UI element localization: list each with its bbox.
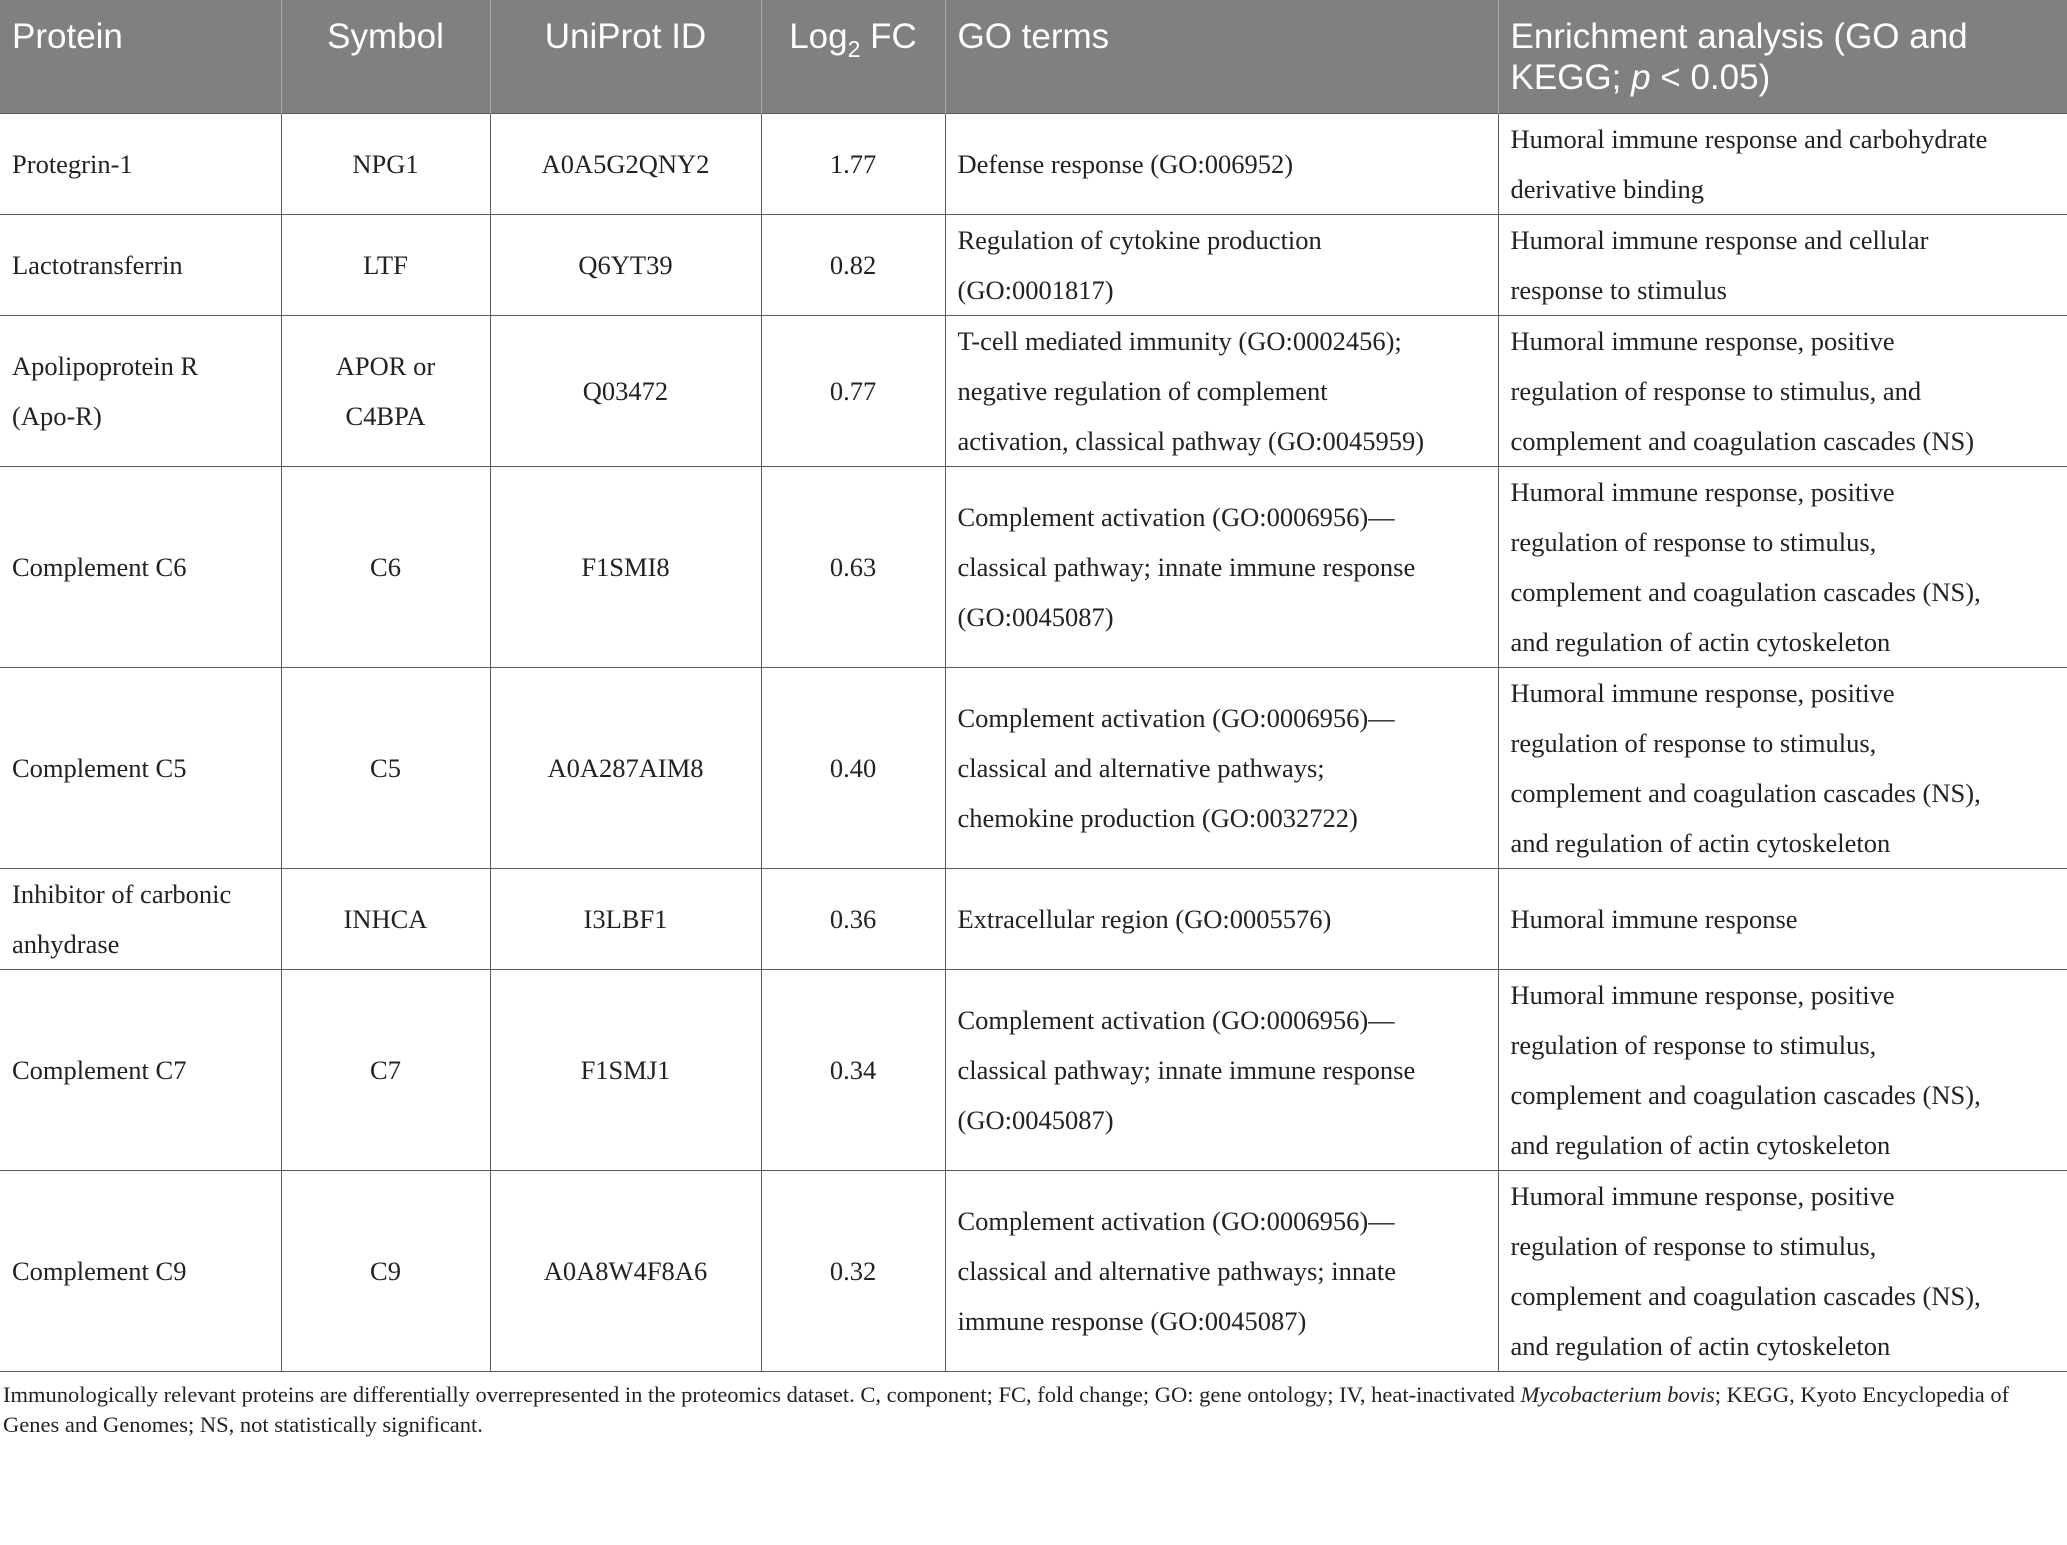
cell-log2-fc: 0.36: [761, 868, 945, 969]
footnote-text-start: Immunologically relevant proteins are differentially overrepresented in the proteomics dataset. C, component; FC, fold change; GO: gene ontology; IV, heat-inactivated: [3, 1381, 1521, 1407]
cell-enrichment: Humoral immune response, positive regulation of response to stimulus, complement and coagulation cascades (NS), and regulation of actin cytoskeleton: [1498, 466, 2067, 667]
header-go-terms: GO terms: [945, 0, 1498, 113]
footnote-text-end: ; KEGG, Kyoto Encyclopedia of Genes and Genomes; NS, not statistically significant.: [3, 1381, 2010, 1437]
table-row: [0, 969, 2067, 1170]
cell-uniprot-id: Q03472: [490, 315, 761, 466]
cell-enrichment: Humoral immune response, positive regulation of response to stimulus, complement and coagulation cascades (NS), and regulation of actin cytoskeleton: [1498, 969, 2067, 1170]
log-fc-suffix: FC: [860, 17, 917, 56]
enrichment-header-p: p: [1631, 58, 1651, 97]
cell-go-terms: Complement activation (GO:0006956)— classical and alternative pathways; innate immune response (GO:0045087): [945, 1170, 1498, 1371]
cell-log2-fc: 0.77: [761, 315, 945, 466]
cell-go-terms: Defense response (GO:006952): [945, 113, 1498, 214]
cell-uniprot-id: A0A5G2QNY2: [490, 113, 761, 214]
table-header-row: [0, 0, 2067, 113]
cell-uniprot-id: F1SMI8: [490, 466, 761, 667]
cell-log2-fc: 1.77: [761, 113, 945, 214]
table-row: [0, 113, 2067, 214]
cell-uniprot-id: I3LBF1: [490, 868, 761, 969]
cell-enrichment: Humoral immune response and carbohydrate derivative binding: [1498, 113, 2067, 214]
cell-symbol: C5: [281, 667, 490, 868]
log-fc-subscript: 2: [847, 36, 861, 62]
cell-enrichment: Humoral immune response, positive regulation of response to stimulus, and complement and coagulation cascades (NS): [1498, 315, 2067, 466]
enrichment-header-line2-suffix: < 0.05): [1650, 58, 1771, 97]
cell-go-terms: T-cell mediated immunity (GO:0002456); negative regulation of complement activation, classical pathway (GO:0045959): [945, 315, 1498, 466]
cell-symbol: C7: [281, 969, 490, 1170]
cell-uniprot-id: A0A287AIM8: [490, 667, 761, 868]
header-log2-fc: [761, 0, 945, 113]
cell-log2-fc: 0.40: [761, 667, 945, 868]
cell-protein: Complement C7: [0, 969, 281, 1170]
cell-go-terms: Complement activation (GO:0006956)— classical and alternative pathways; chemokine production (GO:0032722): [945, 667, 1498, 868]
cell-protein: Complement C6: [0, 466, 281, 667]
table-row: [0, 466, 2067, 667]
cell-enrichment: Humoral immune response: [1498, 868, 2067, 969]
cell-log2-fc: 0.34: [761, 969, 945, 1170]
cell-protein: Complement C9: [0, 1170, 281, 1371]
cell-uniprot-id: Q6YT39: [490, 214, 761, 315]
cell-go-terms: Complement activation (GO:0006956)— classical pathway; innate immune response (GO:0045087): [945, 969, 1498, 1170]
table-row: [0, 315, 2067, 466]
cell-symbol: APOR or C4BPA: [281, 315, 490, 466]
cell-protein: Protegrin-1: [0, 113, 281, 214]
cell-protein: Lactotransferrin: [0, 214, 281, 315]
cell-uniprot-id: A0A8W4F8A6: [490, 1170, 761, 1371]
cell-go-terms: Extracellular region (GO:0005576): [945, 868, 1498, 969]
cell-symbol: NPG1: [281, 113, 490, 214]
cell-go-terms: Complement activation (GO:0006956)— classical pathway; innate immune response (GO:0045087): [945, 466, 1498, 667]
cell-symbol: LTF: [281, 214, 490, 315]
table-row: [0, 214, 2067, 315]
cell-go-terms: Regulation of cytokine production (GO:0001817): [945, 214, 1498, 315]
header-protein: Protein: [0, 0, 281, 113]
cell-symbol: C6: [281, 466, 490, 667]
header-symbol: Symbol: [281, 0, 490, 113]
cell-symbol: C9: [281, 1170, 490, 1371]
cell-protein: Inhibitor of carbonic anhydrase: [0, 868, 281, 969]
cell-protein: Apolipoprotein R (Apo-R): [0, 315, 281, 466]
table-row: [0, 1170, 2067, 1371]
cell-log2-fc: 0.82: [761, 214, 945, 315]
table-body: [0, 113, 2067, 1371]
enrichment-header-line2-prefix: KEGG;: [1510, 58, 1632, 97]
log-fc-prefix: Log: [789, 17, 848, 56]
cell-enrichment: Humoral immune response, positive regulation of response to stimulus, complement and coagulation cascades (NS), and regulation of actin cytoskeleton: [1498, 667, 2067, 868]
footnote-species: Mycobacterium bovis: [1520, 1381, 1715, 1407]
header-uniprot-id: UniProt ID: [490, 0, 761, 113]
cell-symbol: INHCA: [281, 868, 490, 969]
cell-enrichment: Humoral immune response, positive regulation of response to stimulus, complement and coagulation cascades (NS), and regulation of actin cytoskeleton: [1498, 1170, 2067, 1371]
table-row: [0, 667, 2067, 868]
cell-protein: Complement C5: [0, 667, 281, 868]
cell-log2-fc: 0.63: [761, 466, 945, 667]
enrichment-header-line1: Enrichment analysis (GO and: [1510, 17, 1968, 56]
table-footnote: [0, 1372, 2067, 1440]
header-enrichment: [1498, 0, 2067, 113]
cell-log2-fc: 0.32: [761, 1170, 945, 1371]
table-row: [0, 868, 2067, 969]
cell-uniprot-id: F1SMJ1: [490, 969, 761, 1170]
cell-enrichment: Humoral immune response and cellular response to stimulus: [1498, 214, 2067, 315]
